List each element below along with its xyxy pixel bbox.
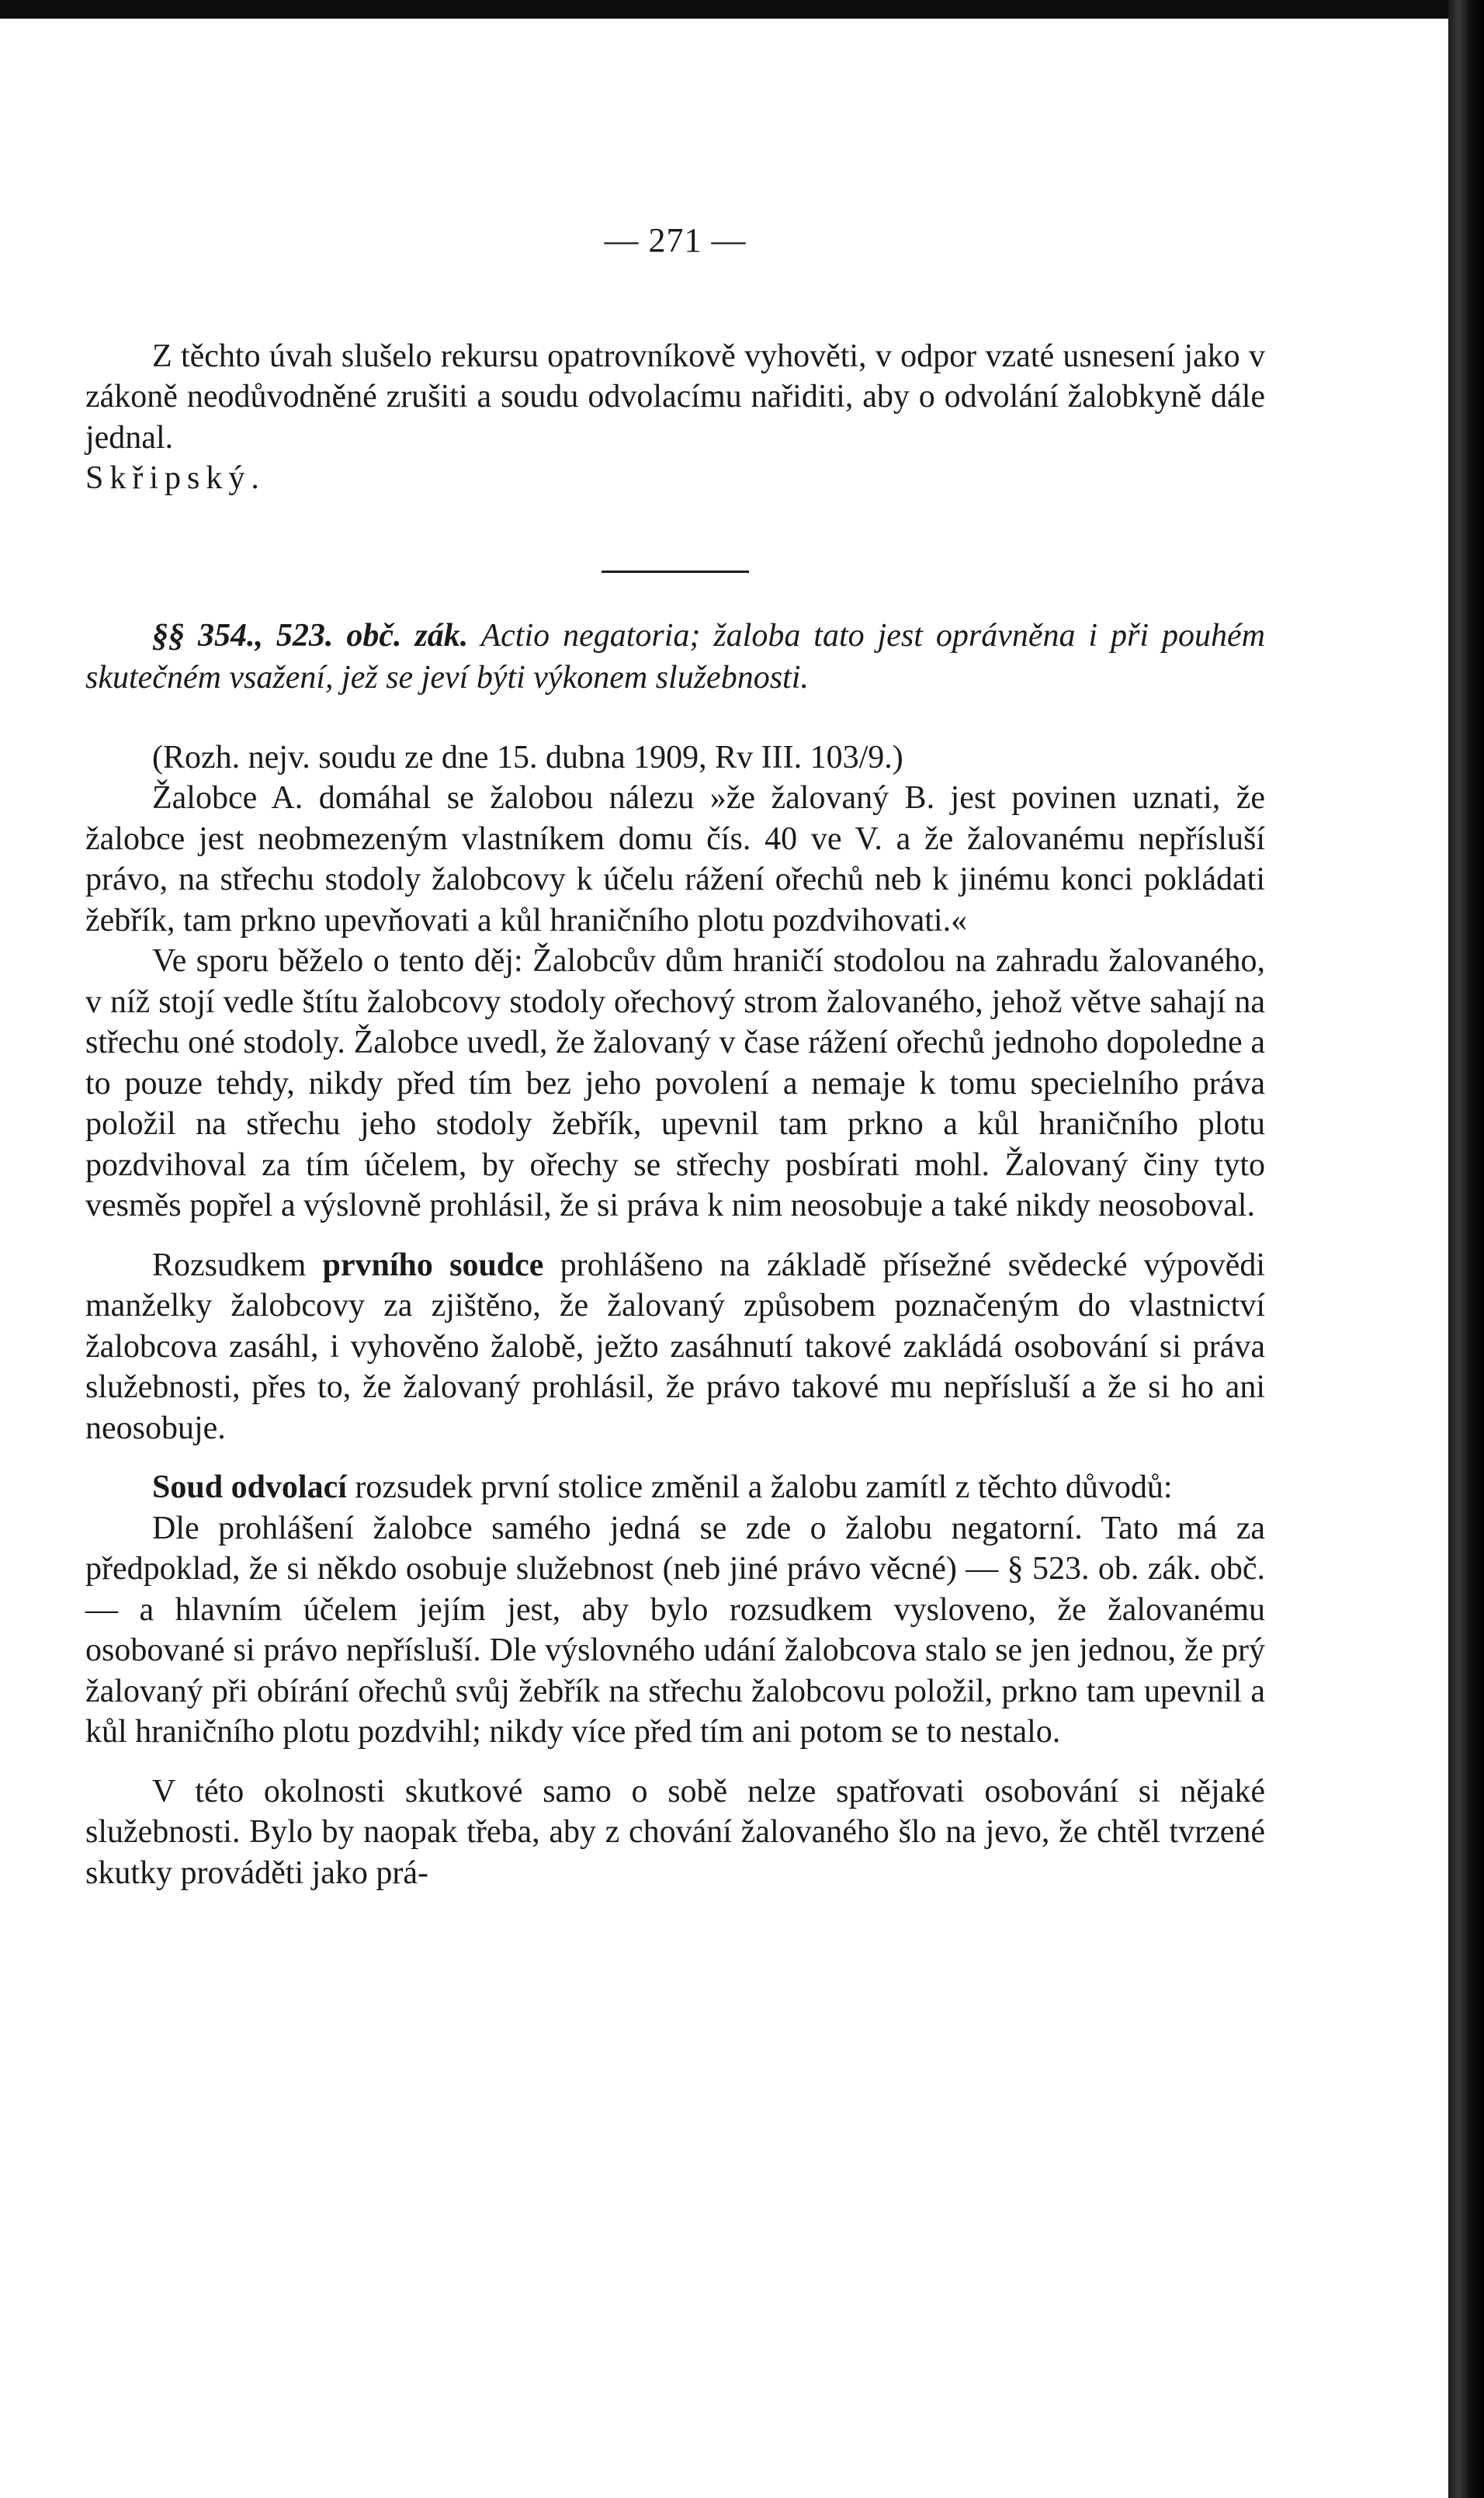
first-instance-court: prvního soudce bbox=[322, 1247, 544, 1283]
first-instance-lead: Rozsudkem bbox=[152, 1247, 323, 1283]
first-instance-paragraph bbox=[85, 1245, 1265, 1449]
case-citation: (Rozh. nejv. soudu ze dne 15. dubna 1909, Rv III. 103/9.) bbox=[152, 739, 903, 775]
facts-paragraph: Ve sporu běželo o tento děj: Žalobcův dům hraničí stodolou na zahradu žalovaného, v níž stojí vedle štítu žalobcovy stodoly ořechový strom žalovaného, jehož větve sahají na střechu oné stodoly. Žalobce uvedl, že žalovaný v čase rážení ořechů jednoho dopoledne a to pouze tehdy, nikdy před tím bez jeho povolení a nemaje k tomu specielního práva položil na střechu jeho stodoly žebřík, upevnil tam prkno a kůl hraničního plotu pozdvihoval za tím účelem, by ořechy se střechy posbírati mohl. Žalovaný činy tyto vesměs popřel a výslovně prohlásil, že si práva k nim neosobuje a také nikdy neosoboval. bbox=[85, 943, 1265, 1223]
first-instance-text: prohlášeno na základě přísežné svědecké výpovědi manželky žalobcovy za zjištěno, že žalovaný způsobem poznačeným do vlastnictví žalobcova zasáhl, i vyhověno žalobě, ježto zasáhnutí takové zakládá osobování si práva služebnosti, přes to, že žalovaný prohlásil, že právo takové mu nepřísluší a že si ho ani neosobuje. bbox=[85, 1247, 1265, 1446]
page-number: — 271 — bbox=[604, 221, 747, 259]
page-content bbox=[85, 220, 1265, 1893]
case-heading-text: Actio negatoria; žaloba tato jest oprávněna i při pouhém skutečném vsažení, jež se jeví býti výkonem služebnosti. bbox=[85, 617, 1265, 696]
reason-paragraph-1: Dle prohlášení žalobce samého jedná se zde o žalobu negatorní. Tato má za předpoklad, že si někdo osobuje služebnost (neb jiné právo věcné) — § 523. ob. zák. obč. — a hlavním účelem jejím jest, aby bylo rozsudkem vysloveno, že žalovanému osobované si právo nepřísluší. Dle výslovného udání žalobcova stalo se jen jednou, že prý žalovaný při obírání ořechů svůj žebřík na střechu žalobcovu položil, prkno tam upevnil a kůl hraničního plotu pozdvihl; nikdy více před tím ani potom se to nestalo. bbox=[85, 1510, 1265, 1750]
scan-top-border bbox=[0, 0, 1448, 19]
intro-paragraph: Z těchto úvah slušelo rekursu opatrovníkově vyhověti, v odpor vzaté usnesení jako v zákoně neodůvodněné zrušiti a soudu odvolacímu nařiditi, aby o odvolání žalobkyně dále jednal. bbox=[85, 338, 1265, 456]
reason-paragraph-2: V této okolnosti skutkové samo o sobě nelze spatřovati osobování si nějaké služebnosti. Bylo by naopak třeba, aby z chování žalovaného šlo na jevo, že chtěl tvrzené skutky prováděti jako prá- bbox=[85, 1773, 1265, 1891]
statute-reference: §§ 354., 523. obč. zák. bbox=[152, 617, 469, 654]
scan-right-edge bbox=[1448, 0, 1484, 2498]
case-heading bbox=[85, 615, 1265, 699]
appeal-court: Soud odvolací bbox=[152, 1469, 347, 1505]
claim-paragraph: Žalobce A. domáhal se žalobou nálezu »že žalovaný B. jest povinen uznati, že žalobce jest neobmezeným vlastníkem domu čís. 40 ve V. a že žalovanému nepřísluší právo, na střechu stodoly žalobcovy k účelu rážení ořechů neb k jinému konci pokládati žebřík, tam prkno upevňovati a kůl hraničního plotu pozdvihovati.« bbox=[85, 780, 1265, 938]
appeal-text: rozsudek první stolice změnil a žalobu zamítl z těchto důvodů: bbox=[346, 1469, 1173, 1505]
book-page bbox=[0, 19, 1448, 2498]
section-divider bbox=[602, 571, 749, 573]
appeal-paragraph bbox=[85, 1467, 1265, 1508]
author-signature: Skřipský. bbox=[85, 460, 265, 496]
